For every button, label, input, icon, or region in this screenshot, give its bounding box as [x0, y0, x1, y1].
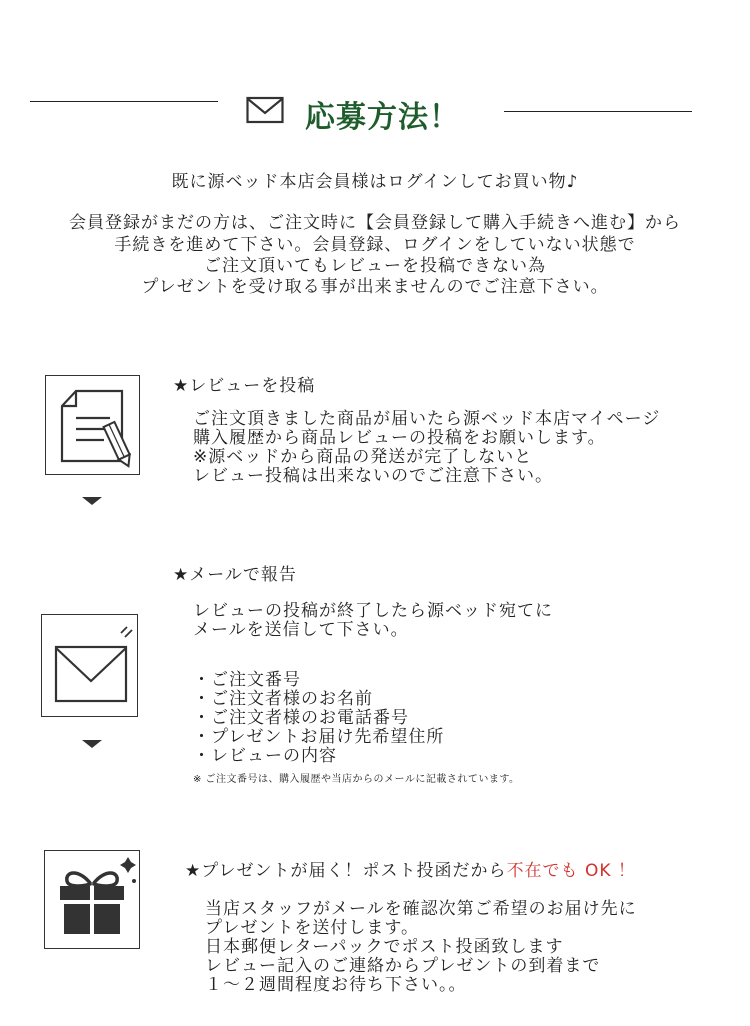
- absence-ok-highlight: 不在でも OK ！: [506, 861, 636, 881]
- mail-icon: [42, 615, 137, 716]
- list-item: ・レビューの内容: [193, 746, 337, 766]
- mail-step-heading: ★メールで報告: [173, 565, 297, 585]
- header-rule-left: [30, 101, 218, 102]
- mail-required-items: [193, 665, 445, 766]
- intro-line: 手続きを進めて下さい。会員登録、ログインをしていない状態で: [114, 235, 636, 255]
- present-step-line: 日本郵便レターパックでポスト投函致します: [205, 937, 564, 957]
- present-step-heading: [185, 856, 636, 881]
- intro-line: プレゼントを受け取る事が出来ませんのでご注意下さい。: [141, 277, 609, 297]
- mail-step-line: レビューの投稿が終了したら源ベッド宛てに: [193, 601, 553, 621]
- envelope-icon: [246, 96, 284, 126]
- present-step-heading-text: ★プレゼントが届く！ポスト投函だから: [185, 861, 507, 881]
- review-step-icon-box: [45, 375, 140, 475]
- document-pencil-icon: [46, 376, 139, 474]
- present-step-text: [205, 900, 637, 995]
- review-step-line: レビュー投稿は出来ないのでご注意下さい。: [193, 466, 553, 486]
- page-title: 応募方法！: [305, 100, 460, 135]
- mail-step-icon-box: [41, 614, 138, 717]
- header-rule-right: [504, 111, 692, 112]
- present-step-line: １～２週間程度お待ち下さい。。: [205, 975, 467, 995]
- present-step-icon-box: [44, 850, 140, 949]
- review-step-line: ご注文頂きました商品が届いたら源ベッド本店マイページ: [193, 409, 661, 429]
- review-step-heading: ★レビューを投稿: [173, 376, 316, 396]
- intro-line: 会員登録がまだの方は、ご注文時に【会員登録して購入手続きへ進む】から: [69, 213, 681, 233]
- present-step-line: プレゼントを送付します。: [205, 918, 419, 938]
- intro-member-line: 既に源ベッド本店会員様はログインしてお買い物♪: [171, 172, 579, 192]
- mail-step-line: メールを送信して下さい。: [193, 620, 409, 640]
- present-step-line: 当店スタッフがメールを確認次第ご希望のお届け先に: [205, 899, 637, 919]
- gift-icon: [45, 851, 139, 948]
- step-arrow-down-icon: [82, 740, 102, 748]
- step-arrow-down-icon: [82, 497, 102, 505]
- present-step-line: レビュー記入のご連絡からプレゼントの到着まで: [205, 956, 601, 976]
- order-number-note: ※ ご注文番号は、購入履歴や当店からのメールに記載されています。: [193, 774, 520, 785]
- list-item: ・プレゼントお届け先希望住所: [193, 727, 445, 747]
- intro-line: ご注文頂いてもレビューを投稿できない為: [204, 256, 546, 276]
- list-item: ・ご注文者様のお電話番号: [193, 708, 409, 728]
- review-step-line: 購入履歴から商品レビューの投稿をお願いします。: [193, 428, 606, 448]
- review-step-text: [193, 410, 660, 486]
- mail-step-text: [193, 602, 553, 640]
- review-step-line: ※源ベッドから商品の発送が完了しないと: [193, 447, 533, 467]
- list-item: ・ご注文者様のお名前: [193, 689, 373, 709]
- list-item: ・ご注文番号: [193, 670, 301, 690]
